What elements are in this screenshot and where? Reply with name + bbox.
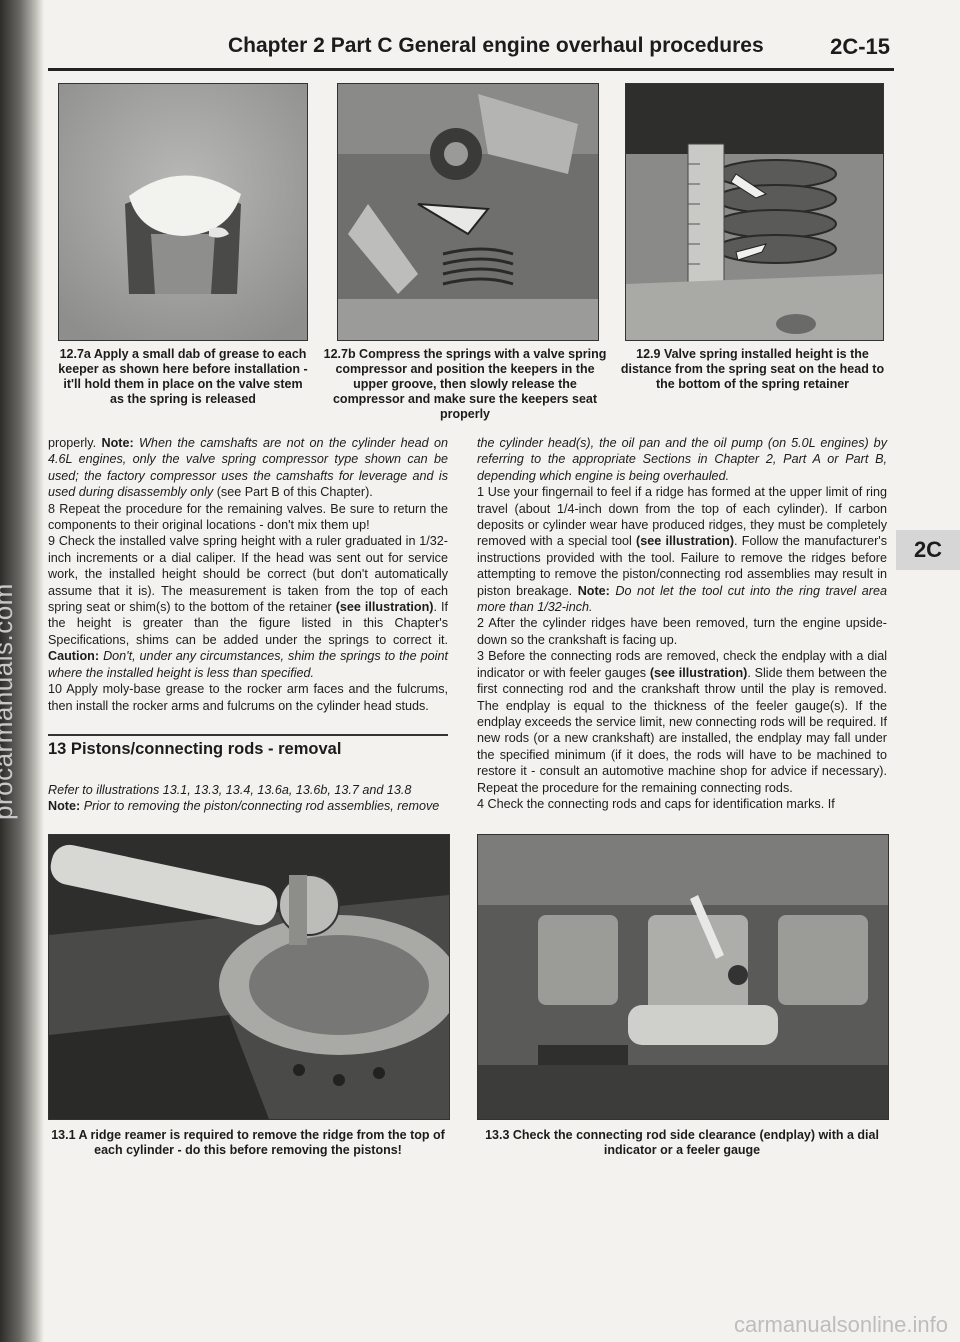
left-column-refer: [48, 782, 448, 815]
footer-watermark: carmanualsonline.info: [733, 1312, 948, 1337]
paragraph-4: 4 Check the connecting rods and caps for identification marks. If: [477, 796, 835, 811]
chapter-tab: 2C: [896, 530, 960, 570]
paragraph-9: 9 Check the installed valve spring height with a ruler graduated in 1/32-inch increments or a dial caliper. If the head was sent out for service work, the installed height should be correct (but don't automatically assume that it is). The measurement is taken from the top of each spring seat or shim(s) to the bottom of the retainer (see illustration). If the height is greater than the figure listed in this Chapter's Specifications, shims can be added under the springs to correct it. Caution: Don't, under any circumstances, shim the springs to the point where the installed height is less than specified.: [48, 534, 448, 680]
photo-12-7b: [337, 83, 599, 341]
section-heading: 13 Pistons/connecting rods - removal: [48, 740, 342, 758]
header-title: Chapter 2 Part C General engine overhaul procedures: [228, 34, 764, 57]
page-number: 2C-15: [830, 34, 890, 59]
section-rule: [48, 734, 448, 736]
side-watermark: [0, 760, 19, 820]
spring-compressor-illustration: [338, 84, 598, 340]
paragraph-3: 3 Before the connecting rods are removed, check the endplay with a dial indicator or with feeler gauges (see illustration). Slide them between the first connecting rod and the crankshaft throw until the play is removed. The endplay is equal to the thickness of the feeler gauge(s). If the endplay exceeds the service limit, new connecting rods will be required. If new rods (or a new crankshaft) are installed, the endplay may fall under the specified minimum (if it does, the rods will have to be machined to restore it - consult an automotive machine shop for advice if necessary). Repeat the procedure for the remaining connecting rods.: [477, 649, 887, 795]
valve-spring-height-illustration: [626, 84, 883, 340]
ridge-reamer-illustration: [49, 835, 449, 1119]
paragraph-2: 2 After the cylinder ridges have been removed, turn the engine upside-down so the crankshaft is facing up.: [477, 616, 887, 647]
paragraph-8: 8 Repeat the procedure for the remaining valves. Be sure to return the components to their original locations - don't mix them up!: [48, 501, 448, 533]
paragraph-7-end: properly. Note: When the camshafts are not on the cylinder head on 4.6L engines, only the valve spring compressor type shown can be used; the factory compressor uses the camshafts for leverage and is used during disassembly only (see Part B of this Chapter).: [48, 436, 449, 500]
paragraph-1: 1 Use your fingernail to feel if a ridge has formed at the upper limit of ring travel (about 1/4-inch down from the top of each cylinder). If carbon deposits or cylinder wear have produced ridges, they must be completely removed with a special tool (see illustration). Follow the manufacturer's instructions provided with the tool. Failure to remove the ridges before attempting to remove the piston/connecting rod assemblies may result in piston breakage. Note: Do not let the tool cut into the ring travel area more than 1/32-inch.: [477, 485, 888, 615]
right-column-text: [477, 435, 887, 812]
photo-12-9: [625, 83, 884, 341]
note-line: Note: Prior to removing the piston/connecting rod assemblies, remove: [48, 799, 440, 814]
keeper-illustration: [59, 84, 307, 340]
left-column-text: [48, 435, 448, 714]
endplay-check-illustration: [478, 835, 888, 1119]
refer-line: Refer to illustrations 13.1, 13.3, 13.4, 13.6a, 13.6b, 13.7 and 13.8: [48, 783, 412, 797]
caption-12-9: 12.9 Valve spring installed height is the distance from the spring seat on the head to the bottom of the spring retainer: [620, 347, 885, 391]
photo-12-7a: [58, 83, 308, 341]
photo-13-1: [48, 834, 450, 1120]
page-header: [48, 28, 894, 71]
paragraph-10: 10 Apply moly-base grease to the rocker arm faces and the fulcrums, then install the rocker arms and fulcrums on the cylinder head studs.: [48, 682, 448, 713]
caption-13-1: 13.1 A ridge reamer is required to remove the ridge from the top of each cylinder - do this before removing the pistons!: [51, 1128, 445, 1157]
caption-12-7a: 12.7a Apply a small dab of grease to each keeper as shown here before installation - it'll hold them in place on the valve stem as the spring is released: [58, 347, 308, 406]
paragraph-intro: the cylinder head(s), the oil pan and the oil pump (on 5.0L engines) by referring to the appropriate Sections in Chapter 2, Part A or Part B, depending which engine is being overhauled.: [477, 436, 887, 483]
caption-13-3: 13.3 Check the connecting rod side clearance (endplay) with a dial indicator or a feeler gauge: [485, 1128, 879, 1157]
caption-12-7b: 12.7b Compress the springs with a valve spring compressor and position the keepers in the upper groove, then slowly release the compressor and make sure the keepers seat properly: [323, 347, 607, 421]
photo-13-3: [477, 834, 889, 1120]
